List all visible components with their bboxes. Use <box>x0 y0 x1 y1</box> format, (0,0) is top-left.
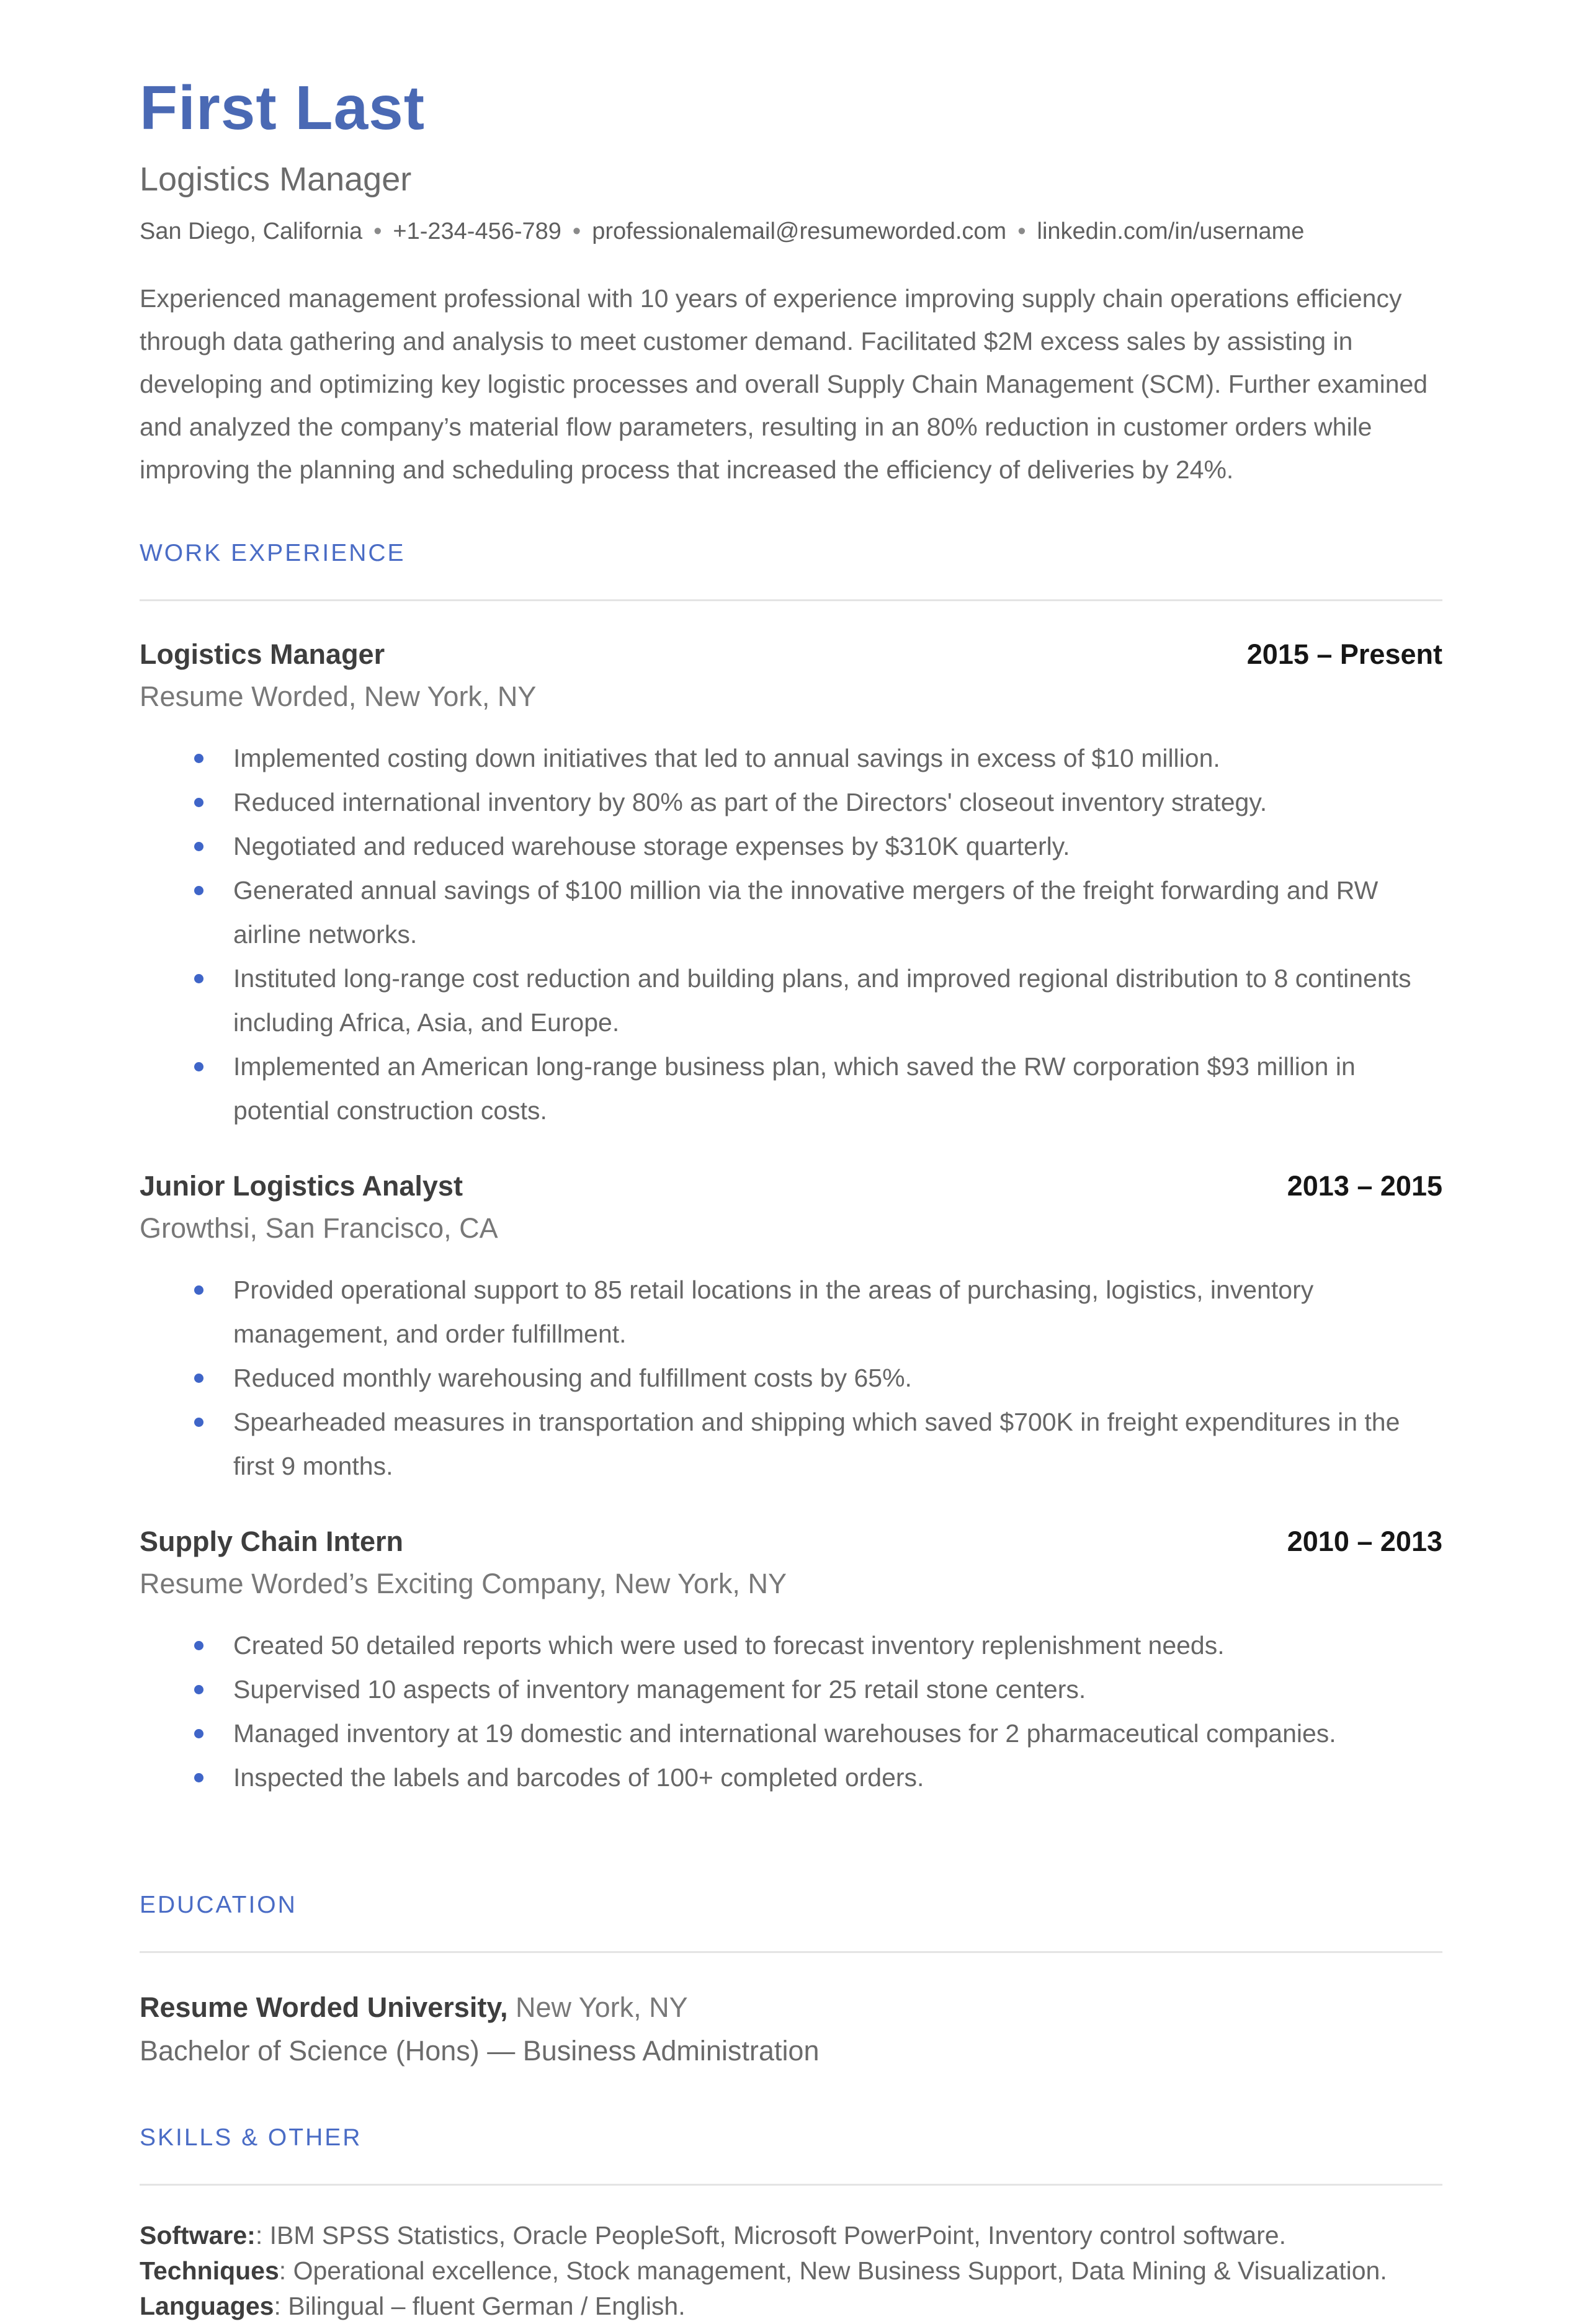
bullet-dot-icon <box>194 798 203 807</box>
bullet-dot-icon <box>194 886 203 895</box>
job-bullet-list <box>140 1268 1442 1488</box>
job-dates: 2013 – 2015 <box>1287 1170 1442 1202</box>
section-divider <box>140 599 1442 601</box>
person-role: Logistics Manager <box>140 161 412 198</box>
job-entry <box>140 1170 1442 1488</box>
contact-line <box>140 218 1442 245</box>
bullet-dot-icon <box>194 754 203 763</box>
skill-value: : Bilingual – fluent German / English. <box>274 2292 686 2320</box>
education-school <box>140 1991 1442 2024</box>
job-title: Logistics Manager <box>140 638 385 670</box>
bullet-item <box>140 1045 1442 1133</box>
contact-phone: +1-234-456-789 <box>393 218 561 244</box>
job-entry <box>140 638 1442 1133</box>
section-divider <box>140 2184 1442 2186</box>
bullet-dot-icon <box>194 1285 203 1295</box>
skill-row <box>140 2253 1442 2289</box>
skills-list <box>140 2218 1442 2324</box>
work-experience-heading: WORK EXPERIENCE <box>140 540 406 566</box>
person-name: First Last <box>140 73 426 143</box>
skill-value: : IBM SPSS Statistics, Oracle PeopleSoft, Microsoft PowerPoint, Inventory control software. <box>255 2221 1286 2250</box>
bullet-item <box>140 957 1442 1045</box>
job-title: Supply Chain Intern <box>140 1526 404 1557</box>
bullet-dot-icon <box>194 1062 203 1071</box>
job-company: Growthsi, San Francisco, CA <box>140 1212 498 1244</box>
education-school-name: Resume Worded University, <box>140 1991 508 2023</box>
bullet-text: Managed inventory at 19 domestic and international warehouses for 2 pharmaceutical companies. <box>233 1719 1336 1748</box>
bullet-text: Provided operational support to 85 retail locations in the areas of purchasing, logistics, inventory management, and order fulfillment. <box>233 1276 1314 1348</box>
bullet-dot-icon <box>194 1418 203 1427</box>
bullet-item <box>140 736 1442 780</box>
job-entry <box>140 1526 1442 1800</box>
contact-linkedin: linkedin.com/in/username <box>1037 218 1305 244</box>
bullet-item <box>140 1712 1442 1756</box>
bullet-text: Generated annual savings of $100 million via the innovative mergers of the freight forwarding and RW airline networks. <box>233 876 1379 949</box>
section-divider <box>140 1951 1442 1953</box>
contact-separator: • <box>1017 218 1026 244</box>
bullet-text: Supervised 10 aspects of inventory management for 25 retail stone centers. <box>233 1675 1086 1704</box>
job-title: Junior Logistics Analyst <box>140 1170 463 1202</box>
bullet-text: Created 50 detailed reports which were used to forecast inventory replenishment needs. <box>233 1631 1225 1660</box>
bullet-dot-icon <box>194 1685 203 1694</box>
bullet-text: Negotiated and reduced warehouse storage expenses by $310K quarterly. <box>233 832 1070 860</box>
contact-location: San Diego, California <box>140 218 363 244</box>
bullet-item <box>140 1756 1442 1800</box>
job-header <box>140 1526 1442 1558</box>
skill-label: Software: <box>140 2221 256 2250</box>
job-bullet-list <box>140 736 1442 1133</box>
bullet-item <box>140 1624 1442 1668</box>
bullet-text: Instituted long-range cost reduction and building plans, and improved regional distribution to 8 continents including Africa, Asia, and Europe. <box>233 964 1411 1037</box>
bullet-text: Reduced monthly warehousing and fulfillment costs by 65%. <box>233 1364 912 1392</box>
bullet-text: Inspected the labels and barcodes of 100+ completed orders. <box>233 1763 924 1792</box>
professional-summary: Experienced management professional with 10 years of experience improving supply chain operations efficiency through data gathering and analysis to meet customer demand. Facilitated $2M excess sales by assisting in developing and optimizing key logistic processes and overall Supply Chain Management (SCM). Further examined and analyzed the company’s material flow parameters, resulting in an 80% reduction in customer orders while improving the planning and scheduling process that increased the efficiency of deliveries by 24%. <box>140 284 1428 484</box>
job-header <box>140 1170 1442 1202</box>
bullet-dot-icon <box>194 1729 203 1738</box>
bullet-dot-icon <box>194 1641 203 1650</box>
contact-separator: • <box>373 218 382 244</box>
bullet-dot-icon <box>194 1773 203 1782</box>
bullet-text: Implemented an American long-range business plan, which saved the RW corporation $93 million in potential construction costs. <box>233 1052 1356 1125</box>
bullet-dot-icon <box>194 842 203 851</box>
job-header <box>140 638 1442 671</box>
contact-separator: • <box>572 218 581 244</box>
job-bullet-list <box>140 1624 1442 1800</box>
bullet-dot-icon <box>194 1374 203 1383</box>
bullet-item <box>140 1268 1442 1356</box>
bullet-item <box>140 1356 1442 1400</box>
skill-value: : Operational excellence, Stock management, New Business Support, Data Mining & Visualization. <box>279 2256 1387 2285</box>
education-heading: EDUCATION <box>140 1892 297 1918</box>
bullet-text: Reduced international inventory by 80% as part of the Directors' closeout inventory strategy. <box>233 788 1267 816</box>
bullet-item <box>140 825 1442 869</box>
skills-heading: SKILLS & OTHER <box>140 2124 362 2151</box>
bullet-item <box>140 1400 1442 1488</box>
education-school-location: New York, NY <box>507 1991 688 2023</box>
job-company: Resume Worded, New York, NY <box>140 681 537 712</box>
skill-row <box>140 2289 1442 2324</box>
bullet-item <box>140 869 1442 957</box>
skill-label: Languages <box>140 2292 274 2320</box>
bullet-text: Spearheaded measures in transportation and shipping which saved $700K in freight expenditures in the first 9 months. <box>233 1408 1400 1480</box>
job-dates: 2010 – 2013 <box>1287 1526 1442 1557</box>
contact-email: professionalemail@resumeworded.com <box>592 218 1007 244</box>
bullet-item <box>140 780 1442 825</box>
job-company: Resume Worded’s Exciting Company, New York, NY <box>140 1568 787 1599</box>
bullet-dot-icon <box>194 974 203 983</box>
bullet-text: Implemented costing down initiatives that led to annual savings in excess of $10 million. <box>233 744 1220 772</box>
bullet-item <box>140 1668 1442 1712</box>
education-degree: Bachelor of Science (Hons) — Business Administration <box>140 2035 820 2067</box>
skill-label: Techniques <box>140 2256 279 2285</box>
skill-row <box>140 2218 1442 2253</box>
job-dates: 2015 – Present <box>1246 638 1442 670</box>
